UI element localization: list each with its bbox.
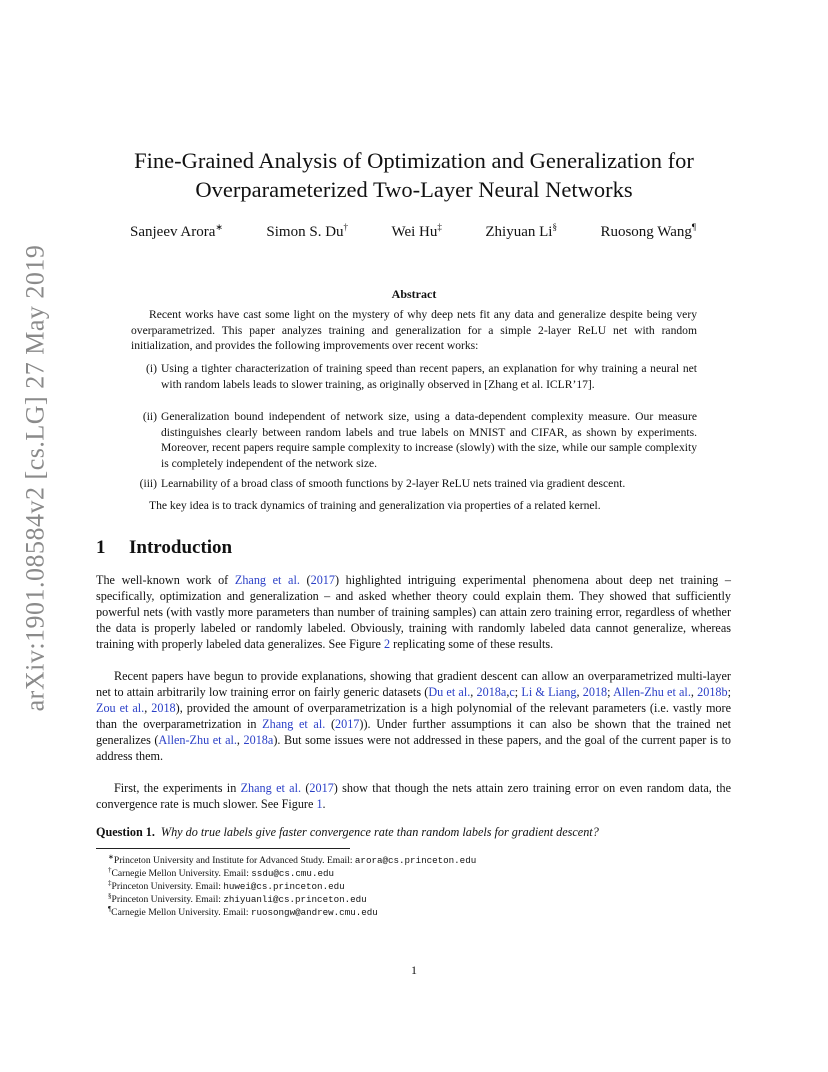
email: arora@cs.princeton.edu [354,855,477,867]
citation-link[interactable]: Du et al. [428,685,471,699]
citation-link[interactable]: Zhang et al. [234,573,300,587]
citation-link[interactable]: 2018a [243,733,274,747]
citation-link[interactable]: 2017 [310,573,335,587]
author: Ruosong Wang¶ [600,222,696,240]
citation-link[interactable]: 2018 [151,701,176,715]
citation-link[interactable]: 2018b [697,685,728,699]
citation-link[interactable]: c [509,685,515,699]
citation-link[interactable]: Zou et al. [96,701,145,715]
footnote-rule [96,848,350,849]
list-item-text: Learnability of a broad class of smooth functions by 2-layer ReLU nets trained via gradient descent. [161,477,626,490]
abstract-heading: Abstract [391,287,437,301]
paragraph-1: The well-known work of Zhang et al. (2017) highlighted intriguing experimental phenomena about deep net training – specifically, optimization and generalization – and asked whether theory could explain them. They showed that sufficiently powerful nets (with vastly more parameters than number of training samples) can attain zero training error, regardless of whether the data is properly labeled or randomly labeled. Obviously, training with randomly labeled data cannot generalize, whereas training with properly labeled data generalizes. See Figure 2 replicating some of these results. [96,573,731,651]
email: zhiyuanli@cs.princeton.edu [223,894,367,906]
title-line-1: Fine-Grained Analysis of Optimization and Generalization for [134,148,694,173]
arxiv-stamp [18,244,52,712]
paragraph-3: First, the experiments in Zhang et al. (2017) show that though the nets attain zero training error on even random data, the convergence rate is much slower. See Figure 1. [96,781,731,811]
footnote: ∗Princeton University and Institute for Advanced Study. Email: arora@cs.princeton.edu [108,853,477,867]
citation-link[interactable]: Li & Liang [521,685,577,699]
question-1 [96,825,731,840]
question-label: Question 1. [96,825,155,839]
question-text: Why do true labels give faster convergence rate than random labels for gradient descent? [160,825,599,839]
citation-link[interactable]: 2018 [582,685,608,699]
author: Simon S. Du† [266,222,349,240]
section-heading [96,537,232,559]
citation-link[interactable]: 2018a [476,685,507,699]
citation-link[interactable]: Zhang et al. [240,781,302,795]
email: huwei@cs.princeton.edu [223,881,345,893]
figure-ref-link[interactable]: 2 [384,637,391,651]
abstract-intro: Recent works have cast some light on the mystery of why deep nets fit any data and generalize despite being very overparametrized. This paper analyzes training and generalization for a simple 2-layer ReLU net with random initialization, and provides the following improvements over recent works: [131,308,697,352]
footnote: †Carnegie Mellon University. Email: ssdu@cs.cmu.edu [108,866,334,880]
citation-link[interactable]: Zhang et al. [262,717,326,731]
list-item-text: Generalization bound independent of network size, using a data-dependent complexity measure. Our measure distinguishes clearly between random labels and true labels on MNIST and CIFAR, as shown by experiments. Moreover, recent papers require sample complexity to increase (slowly) with the size, while our sample complexity is completely independent of the network size. [161,410,697,470]
author-list [96,222,732,241]
email: ssdu@cs.cmu.edu [251,868,334,880]
author: Zhiyuan Li§ [485,222,557,240]
abstract-key-idea: The key idea is to track dynamics of training and generalization via properties of a related kernel. [149,499,601,512]
footnote: §Princeton University. Email: zhiyuanli@cs.princeton.edu [108,892,367,906]
page-number: 1 [411,963,417,977]
abstract-list-item [131,409,697,471]
abstract-list-item [131,361,697,392]
abstract-list-item [131,476,697,492]
author: Sanjeev Arora∗ [130,222,223,240]
arxiv-stamp-text: arXiv:1901.08584v2 [cs.LG] 27 May 2019 [20,244,49,712]
section-title: Introduction [129,537,233,558]
list-item-label: (i) [146,362,157,375]
list-item-label: (ii) [142,410,157,423]
citation-link[interactable]: 2017 [335,717,360,731]
list-item-text: Using a tighter characterization of training speed than recent papers, an explanation for why training a neural net with random labels leads to slower training, as originally observed in [Zhang et al. ICLR’17]. [161,362,697,391]
paragraph-2: Recent papers have begun to provide explanations, showing that gradient descent can allow an overparametrized multi-layer net to attain arbitrarily low training error on fairly generic datasets (Du et al., 2018a,c; Li & Liang, 2018; Allen-Zhu et al., 2018b; Zou et al., 2018), provided the amount of overparametrization is a high polynomial of the relevant parameters (i.e. vastly more than the overparametrization in Zhang et al. (2017)). Under further assumptions it can also be shown that the trained net generalizes (Allen-Zhu et al., 2018a). But some issues were not addressed in these papers, and the goal of the current paper is to address them. [96,669,732,763]
author-mark: § [552,222,557,232]
citation-link[interactable]: 2017 [309,781,334,795]
author-mark: ¶ [691,222,696,232]
citation-link[interactable]: Allen-Zhu et al. [613,685,691,699]
citation-link[interactable]: Allen-Zhu et al. [158,733,237,747]
footnote: ‡Princeton University. Email: huwei@cs.princeton.edu [108,879,345,893]
author-mark: † [343,222,349,232]
footnote: ¶Carnegie Mellon University. Email: ruosongw@andrew.cmu.edu [108,905,378,919]
email: ruosongw@andrew.cmu.edu [250,907,378,919]
list-item-label: (iii) [139,477,157,490]
author-mark: ∗ [215,222,223,232]
author: Wei Hu‡ [391,222,442,240]
section-number: 1 [96,537,106,558]
author-mark: ‡ [437,222,442,232]
figure-ref-link[interactable]: 1 [316,797,323,811]
paper-title [96,146,732,204]
title-line-2: Overparameterized Two-Layer Neural Networks [195,177,633,202]
